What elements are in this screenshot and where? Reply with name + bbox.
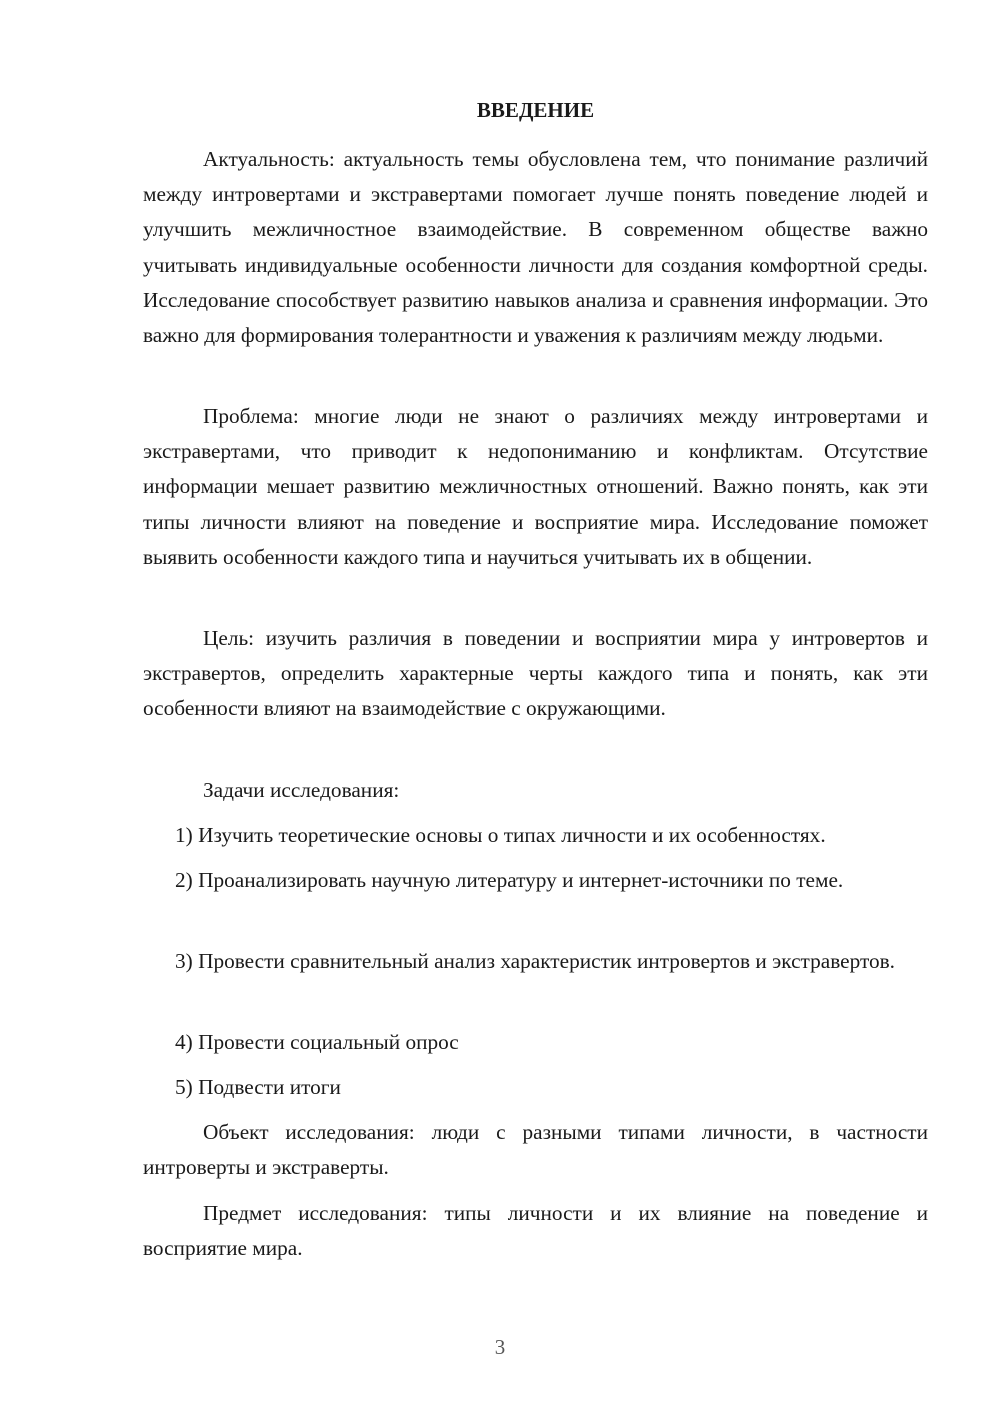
task-item-2: 2) Проанализировать научную литературу и интернет-источники по теме. [175,868,844,892]
page-number: 3 [494,1335,506,1359]
object-paragraph: Объект исследования: люди с разными типами личности, в частности интроверты и экстраверты. [143,1120,928,1180]
task-item-4: 4) Провести социальный опрос [175,1030,459,1054]
problem-paragraph: Проблема: многие люди не знают о различиях между интровертами и экстравертами, что приводит к недопониманию и конфликтам. Отсутствие информации мешает развитию межличностных отношений. Важно понять, как эти типы личности влияют на поведение и восприятие мира. Исследование поможет выявить особенности каждого типа и научиться учитывать их в общении. [143,404,928,569]
task-item-5: 5) Подвести итоги [175,1075,341,1099]
subject-paragraph: Предмет исследования: типы личности и их влияние на поведение и восприятие мира. [143,1201,928,1261]
tasks-heading: Задачи исследования: [203,778,400,802]
section-title: ВВЕДЕНИЕ [476,98,595,122]
relevance-paragraph: Актуальность: актуальность темы обусловлена тем, что понимание различий между интровертами и экстравертами помогает лучше понять поведение людей и улучшить межличностное взаимодействие. В современном обществе важно учитывать индивидуальные особенности личности для создания комфортной среды. Исследование способствует развитию навыков анализа и сравнения информации. Это важно для формирования толерантности и уважения к различиям между людьми. [143,147,928,348]
goal-paragraph: Цель: изучить различия в поведении и восприятии мира у интровертов и экстравертов, определить характерные черты каждого типа и понять, как эти особенности влияют на взаимодействие с окружающими. [143,626,928,721]
task-item-1: 1) Изучить теоретические основы о типах личности и их особенностях. [175,823,826,847]
task-item-3: 3) Провести сравнительный анализ характеристик интровертов и экстравертов. [175,949,896,973]
